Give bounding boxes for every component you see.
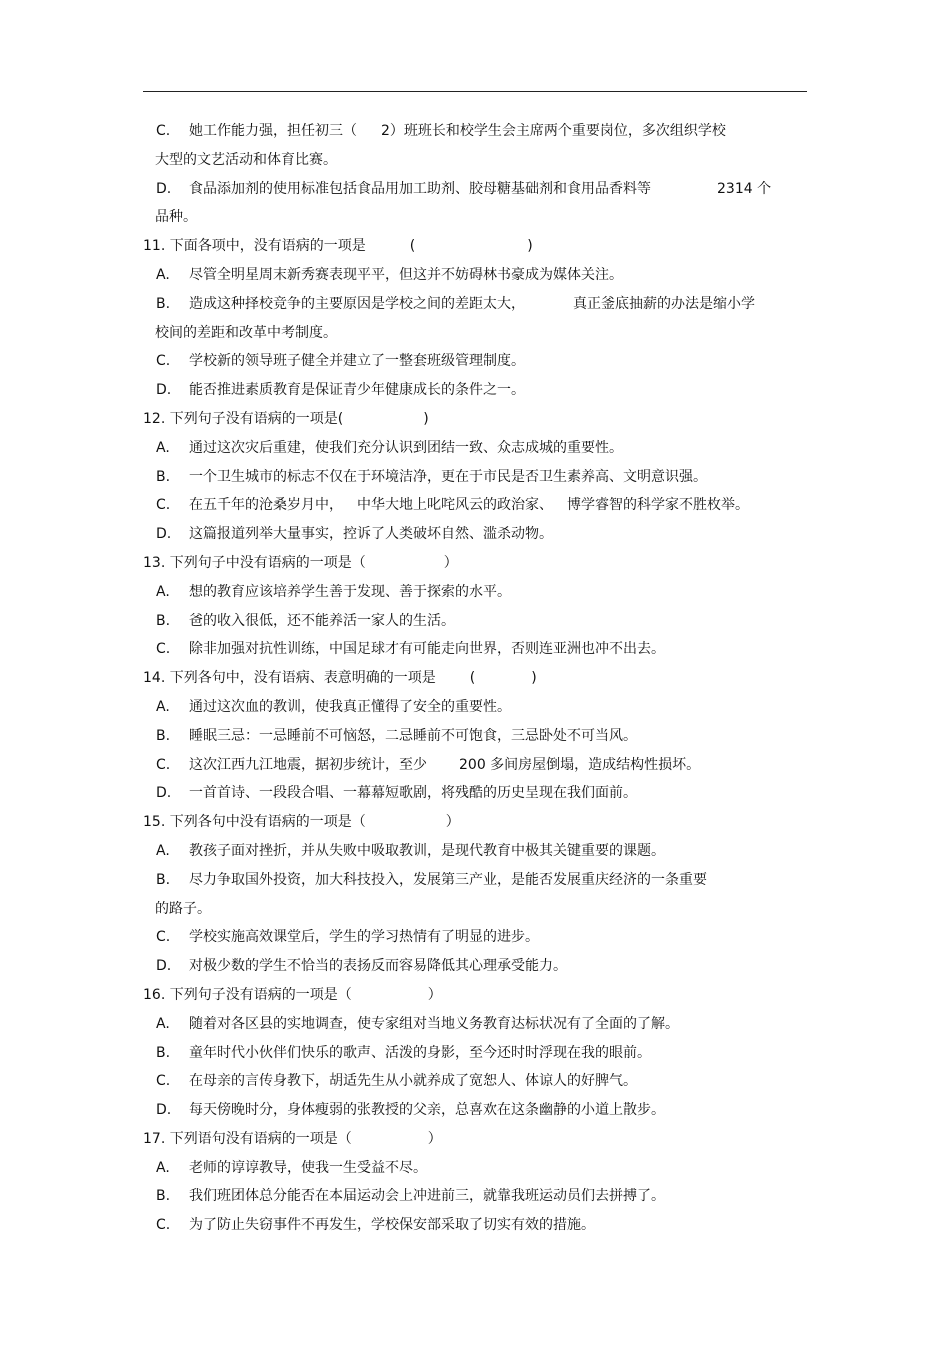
- option-text: 在五千年的沧桑岁月中，: [189, 497, 343, 514]
- question-number: 16.: [143, 986, 170, 1003]
- option-text: 一首首诗、一段段合唱、一幕幕短歌剧，将残酷的历史呈现在我们面前。: [189, 785, 637, 802]
- option-letter: D.: [156, 382, 172, 399]
- option-letter: C.: [156, 497, 171, 514]
- option-line: [143, 117, 807, 146]
- question-number: 15.: [143, 814, 170, 831]
- option-continuation: [143, 203, 807, 232]
- option-text: 博学睿智的科学家不胜枚举。: [567, 497, 749, 514]
- answer-paren-close: ）: [445, 814, 460, 831]
- question-number: 17.: [143, 1130, 170, 1147]
- option-letter: D.: [156, 526, 172, 543]
- question-stem: [143, 664, 807, 693]
- option-text: 老师的谆谆教导，使我一生受益不尽。: [189, 1159, 427, 1176]
- option-text: 睡眠三忌：一忌睡前不可恼怒，二忌睡前不可饱食，三忌卧处不可当风。: [189, 727, 637, 744]
- option-line: [143, 923, 807, 952]
- option-letter: C.: [156, 123, 171, 139]
- header-rule: [143, 91, 807, 92]
- option-letter: C.: [156, 641, 171, 658]
- option-letter: D.: [156, 180, 172, 197]
- option-line: [143, 175, 807, 204]
- option-continuation: [143, 895, 807, 924]
- option-letter: D.: [156, 1102, 172, 1119]
- document-body: [143, 117, 807, 1240]
- question-text: 下列句子中没有语病的一项是（: [169, 554, 366, 571]
- option-line: [143, 1039, 807, 1068]
- question-stem: [143, 405, 807, 434]
- option-letter: C.: [156, 756, 171, 773]
- answer-paren-close: ): [531, 670, 537, 687]
- option-text: 这篇报道列举大量事实，控诉了人类破坏自然、滥杀动物。: [189, 526, 553, 543]
- option-letter: A.: [156, 698, 170, 715]
- option-letter: A.: [156, 266, 170, 283]
- question-number: 11.: [143, 238, 170, 255]
- option-text: 通过这次血的教训，使我真正懂得了安全的重要性。: [189, 698, 511, 715]
- option-text: 我们班团体总分能否在本届运动会上冲进前三，就靠我班运动员们去拼搏了。: [189, 1188, 665, 1205]
- option-letter: B.: [156, 468, 171, 485]
- option-letter: B.: [156, 612, 171, 629]
- option-line: [143, 607, 807, 636]
- option-line: [143, 376, 807, 405]
- option-line: [143, 1154, 807, 1183]
- option-line: [143, 693, 807, 722]
- option-text: 她工作能力强，担任初三（: [189, 123, 357, 139]
- option-line: [143, 261, 807, 290]
- option-text: 食品添加剂的使用标准包括食品用加工助剂、胶母糖基础剂和食用品香料等: [189, 180, 651, 197]
- option-letter: A.: [156, 1159, 170, 1176]
- question-stem: [143, 232, 807, 261]
- option-text: 2314 个: [717, 180, 772, 197]
- answer-paren-close: ）: [427, 1130, 442, 1147]
- option-text: 想的教育应该培养学生善于发现、善于探索的水平。: [189, 583, 511, 600]
- option-line: [143, 751, 807, 780]
- question-stem: [143, 1125, 807, 1154]
- option-line: [143, 463, 807, 492]
- option-text: 真正釜底抽薪的办法是缩小学: [573, 295, 755, 312]
- option-line: [143, 578, 807, 607]
- option-text: 学校新的领导班子健全并建立了一整套班级管理制度。: [189, 353, 525, 370]
- option-letter: B.: [156, 1188, 171, 1205]
- option-letter: B.: [156, 727, 171, 744]
- answer-paren-close: ）: [427, 986, 442, 1003]
- option-text: 造成这种择校竞争的主要原因是学校之间的差距太大，: [189, 295, 525, 312]
- answer-paren-close: ): [527, 238, 533, 255]
- option-text: 爸的收入很低，还不能养活一家人的生活。: [189, 612, 455, 629]
- option-text: 除非加强对抗性训练，中国足球才有可能走向世界，否则连亚洲也冲不出去。: [189, 641, 665, 658]
- option-line: [143, 491, 807, 520]
- option-line: [143, 952, 807, 981]
- option-letter: C.: [156, 929, 171, 946]
- question-stem: [143, 549, 807, 578]
- option-line: [143, 1211, 807, 1240]
- option-letter: A.: [156, 439, 170, 456]
- question-text: 下列句子没有语病的一项是: [169, 410, 338, 427]
- option-text: 为了防止失窃事件不再发生，学校保安部采取了切实有效的措施。: [189, 1217, 595, 1234]
- option-line: [143, 837, 807, 866]
- option-line: [143, 520, 807, 549]
- option-text: 在母亲的言传身教下，胡适先生从小就养成了宽恕人、体谅人的好脾气。: [189, 1073, 637, 1090]
- question-number: 14.: [143, 670, 170, 687]
- option-letter: C.: [156, 353, 171, 370]
- option-text: 的路子。: [155, 900, 211, 917]
- option-text: 2）班班长和校学生会主席两个重要岗位，多次组织学校: [381, 123, 726, 139]
- option-line: [143, 1010, 807, 1039]
- question-text: 下列语句没有语病的一项是（: [169, 1130, 352, 1147]
- option-text: 200 多间房屋倒塌，造成结构性损坏。: [459, 756, 701, 773]
- option-letter: A.: [156, 583, 170, 600]
- option-text: 随着对各区县的实地调查，使专家组对当地义务教育达标状况有了全面的了解。: [189, 1015, 679, 1032]
- answer-paren-open: (: [469, 670, 476, 687]
- option-letter: A.: [156, 1015, 170, 1032]
- option-line: [143, 866, 807, 895]
- option-text: 一个卫生城市的标志不仅在于环境洁净，更在于市民是否卫生素养高、文明意识强。: [189, 468, 707, 485]
- question-number: 12.: [143, 410, 170, 427]
- option-text: 童年时代小伙伴们快乐的歌声、活泼的身影，至今还时时浮现在我的眼前。: [189, 1044, 651, 1061]
- answer-paren-open: (: [337, 410, 344, 427]
- option-line: [143, 779, 807, 808]
- option-letter: B.: [156, 871, 171, 888]
- question-text: 下列各句中，没有语病、表意明确的一项是: [169, 670, 436, 687]
- option-text: 教孩子面对挫折，并从失败中吸取教训，是现代教育中极其关键重要的课题。: [189, 842, 665, 859]
- option-line: [143, 722, 807, 751]
- option-text: 能否推进素质教育是保证青少年健康成长的条件之一。: [189, 382, 525, 399]
- option-text: 尽管全明星周末新秀赛表现平平，但这并不妨碍林书豪成为媒体关注。: [189, 266, 623, 283]
- option-text: 对极少数的学生不恰当的表扬反而容易降低其心理承受能力。: [189, 958, 567, 975]
- option-line: [143, 1182, 807, 1211]
- option-text: 每天傍晚时分，身体瘦弱的张教授的父亲，总喜欢在这条幽静的小道上散步。: [189, 1102, 665, 1119]
- option-letter: B.: [156, 1044, 171, 1061]
- option-text: 通过这次灾后重建，使我们充分认识到团结一致、众志成城的重要性。: [189, 439, 623, 456]
- option-text: 这次江西九江地震，据初步统计，至少: [189, 756, 427, 773]
- option-letter: C.: [156, 1217, 171, 1234]
- option-line: [143, 434, 807, 463]
- question-text: 下列句子没有语病的一项是（: [169, 986, 352, 1003]
- answer-paren-open: (: [409, 238, 416, 255]
- option-line: [143, 347, 807, 376]
- option-line: [143, 1067, 807, 1096]
- option-continuation: [143, 319, 807, 348]
- option-text: 品种。: [155, 209, 197, 226]
- option-text: 尽力争取国外投资，加大科技投入，发展第三产业，是能否发展重庆经济的一条重要: [189, 871, 707, 888]
- option-line: [143, 635, 807, 664]
- option-letter: D.: [156, 785, 172, 802]
- option-letter: B.: [156, 295, 171, 312]
- option-line: [143, 290, 807, 319]
- option-continuation: [143, 146, 807, 175]
- question-stem: [143, 808, 807, 837]
- option-text: 大型的文艺活动和体育比赛。: [155, 151, 337, 168]
- question-text: 下面各项中，没有语病的一项是: [169, 238, 366, 255]
- option-text: 校间的差距和改革中考制度。: [155, 324, 337, 341]
- option-letter: D.: [156, 958, 172, 975]
- question-stem: [143, 981, 807, 1010]
- question-number: 13.: [143, 554, 170, 571]
- option-text: 中华大地上叱咤风云的政治家、: [357, 497, 553, 514]
- option-letter: C.: [156, 1073, 171, 1090]
- answer-paren-close: ）: [443, 554, 458, 571]
- question-text: 下列各句中没有语病的一项是（: [169, 814, 366, 831]
- option-letter: A.: [156, 842, 170, 859]
- answer-paren-close: ): [423, 410, 429, 427]
- option-line: [143, 1096, 807, 1125]
- option-text: 学校实施高效课堂后，学生的学习热情有了明显的进步。: [189, 929, 539, 946]
